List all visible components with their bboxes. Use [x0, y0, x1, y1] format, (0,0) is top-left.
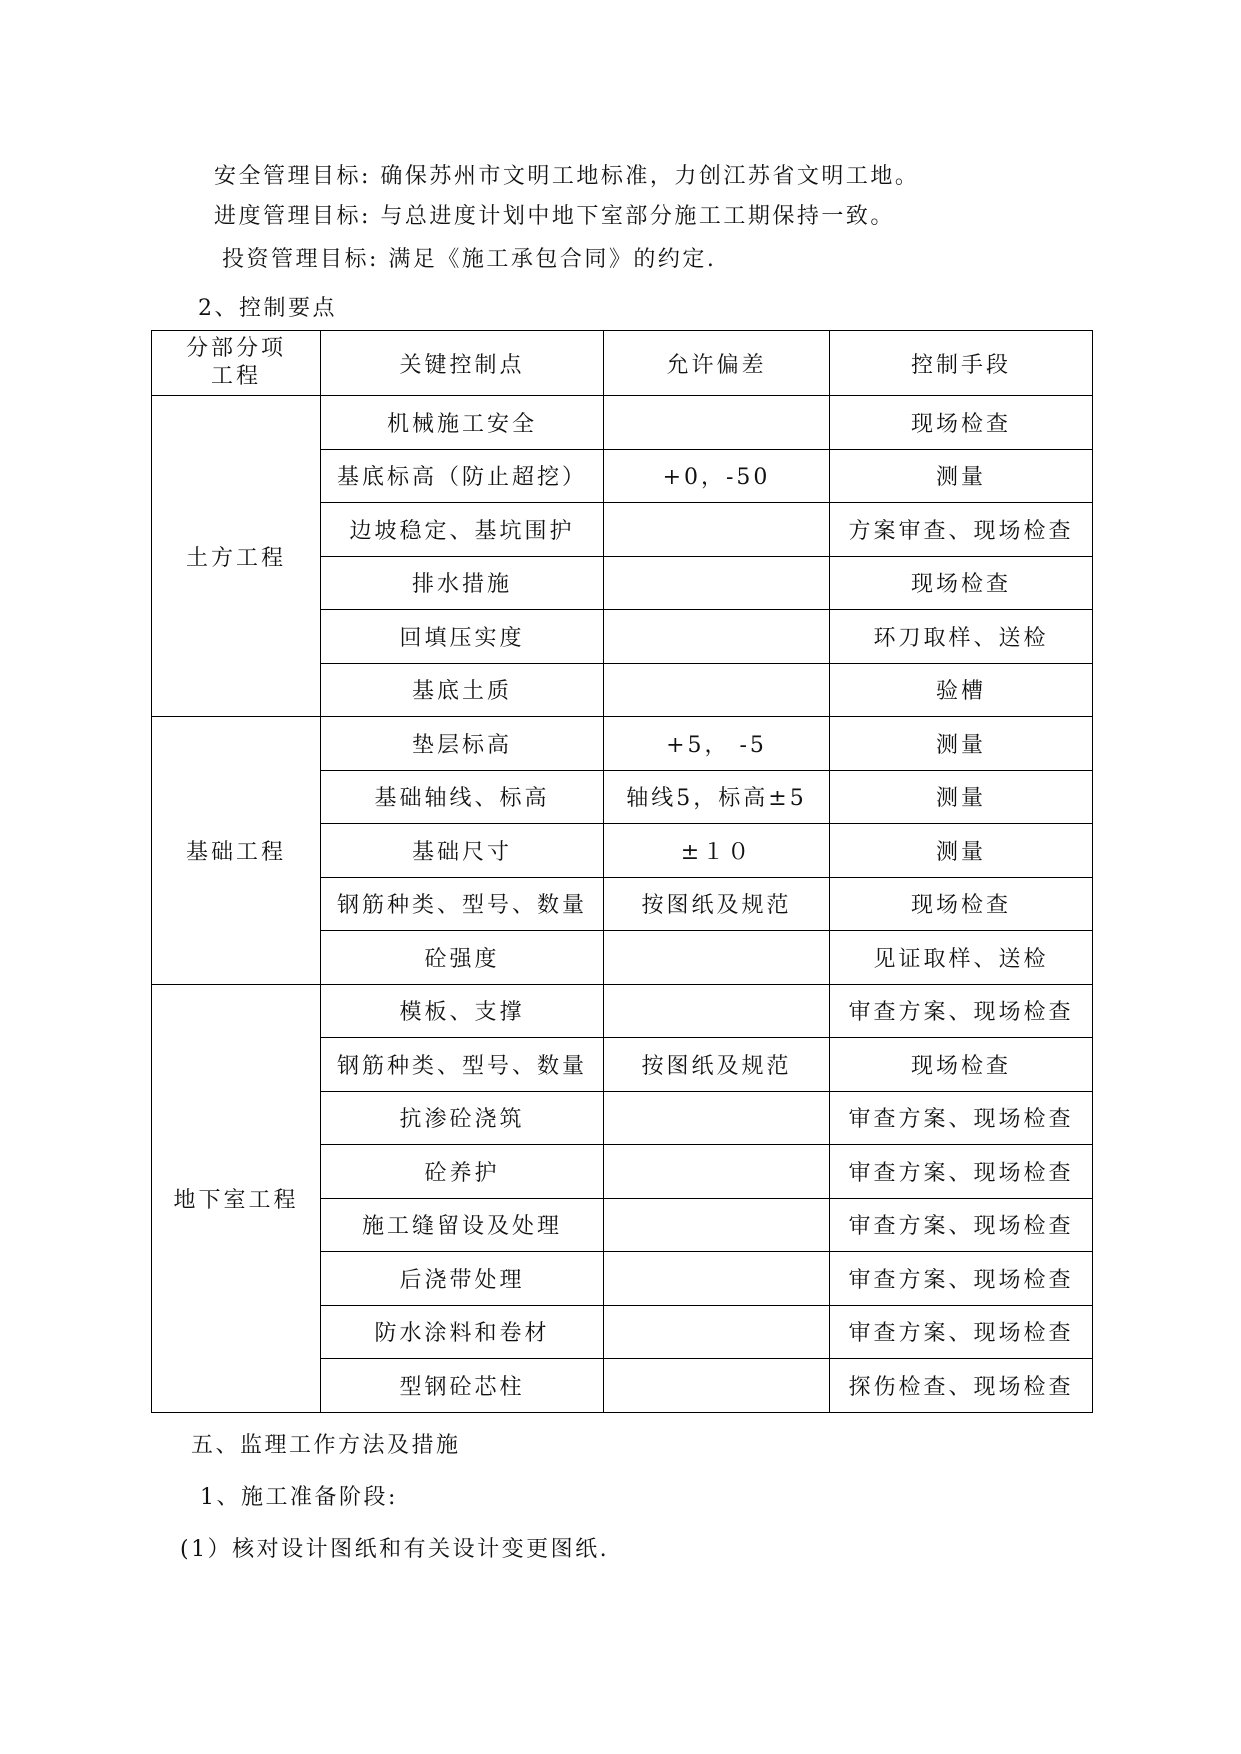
- tolerance-cell: [604, 1305, 830, 1359]
- stage-heading: 1、施工准备阶段:: [200, 1485, 398, 1510]
- method-cell: 审查方案、现场检查: [830, 1145, 1093, 1199]
- tolerance-cell: [604, 556, 830, 610]
- investment-goal-text: 投资管理目标: 满足《施工承包合同》的约定.: [222, 247, 717, 272]
- header-key-point: 关键控制点: [321, 331, 604, 396]
- method-cell: 环刀取样、送检: [830, 610, 1093, 664]
- key-point-cell: 砼强度: [321, 931, 604, 985]
- method-cell: 测量: [830, 824, 1093, 878]
- key-point-cell: 钢筋种类、型号、数量: [321, 1038, 604, 1092]
- tolerance-cell: 轴线5，标高±5: [604, 770, 830, 824]
- method-cell: 现场检查: [830, 877, 1093, 931]
- control-points-table: [151, 330, 1093, 1413]
- section-title: 2、控制要点: [198, 296, 337, 321]
- key-point-cell: 施工缝留设及处理: [321, 1198, 604, 1252]
- table-row: [152, 396, 1093, 450]
- tolerance-cell: [604, 396, 830, 450]
- tolerance-cell: [604, 610, 830, 664]
- method-cell: 审查方案、现场检查: [830, 1305, 1093, 1359]
- key-point-cell: 回填压实度: [321, 610, 604, 664]
- safety-goal-text: 安全管理目标: 确保苏州市文明工地标准，力创江苏省文明工地。: [214, 164, 920, 189]
- method-cell: 方案审查、现场检查: [830, 503, 1093, 557]
- tolerance-cell: [604, 1145, 830, 1199]
- key-point-cell: 机械施工安全: [321, 396, 604, 450]
- table-row: [152, 717, 1093, 771]
- tolerance-cell: ±１０: [604, 824, 830, 878]
- key-point-cell: 基底土质: [321, 663, 604, 717]
- tolerance-cell: [604, 1091, 830, 1145]
- key-point-cell: 边坡稳定、基坑围护: [321, 503, 604, 557]
- method-cell: 探伤检查、现场检查: [830, 1359, 1093, 1413]
- method-cell: 审查方案、现场检查: [830, 1091, 1093, 1145]
- tolerance-cell: +0，-50: [604, 449, 830, 503]
- key-point-cell: 模板、支撑: [321, 984, 604, 1038]
- method-cell: 见证取样、送检: [830, 931, 1093, 985]
- method-cell: 测量: [830, 717, 1093, 771]
- key-point-cell: 基础轴线、标高: [321, 770, 604, 824]
- key-point-cell: 型钢砼芯柱: [321, 1359, 604, 1413]
- method-cell: 测量: [830, 449, 1093, 503]
- method-cell: 审查方案、现场检查: [830, 1252, 1093, 1306]
- method-cell: 现场检查: [830, 396, 1093, 450]
- header-division: [152, 331, 321, 396]
- tolerance-cell: [604, 1359, 830, 1413]
- list-item: (1）核对设计图纸和有关设计变更图纸.: [180, 1537, 610, 1562]
- tolerance-cell: +5， -5: [604, 717, 830, 771]
- tolerance-cell: [604, 931, 830, 985]
- group-cell-earthwork: 土方工程: [152, 396, 321, 717]
- method-cell: 现场检查: [830, 556, 1093, 610]
- method-cell: 测量: [830, 770, 1093, 824]
- key-point-cell: 后浇带处理: [321, 1252, 604, 1306]
- table-header-row: [152, 331, 1093, 396]
- tolerance-cell: 按图纸及规范: [604, 1038, 830, 1092]
- tolerance-cell: 按图纸及规范: [604, 877, 830, 931]
- tolerance-cell: [604, 663, 830, 717]
- key-point-cell: 垫层标高: [321, 717, 604, 771]
- key-point-cell: 防水涂料和卷材: [321, 1305, 604, 1359]
- key-point-cell: 抗渗砼浇筑: [321, 1091, 604, 1145]
- key-point-cell: 基底标高（防止超挖）: [321, 449, 604, 503]
- header-division-line1: 分部分项: [185, 336, 286, 361]
- method-cell: 现场检查: [830, 1038, 1093, 1092]
- key-point-cell: 钢筋种类、型号、数量: [321, 877, 604, 931]
- tolerance-cell: [604, 1198, 830, 1252]
- header-division-line2: 工程: [210, 364, 261, 389]
- tolerance-cell: [604, 503, 830, 557]
- chapter-heading: 五、监理工作方法及措施: [191, 1433, 461, 1458]
- header-method: 控制手段: [830, 331, 1093, 396]
- key-point-cell: 砼养护: [321, 1145, 604, 1199]
- tolerance-cell: [604, 1252, 830, 1306]
- key-point-cell: 排水措施: [321, 556, 604, 610]
- group-cell-basement: 地下室工程: [152, 984, 321, 1412]
- key-point-cell: 基础尺寸: [321, 824, 604, 878]
- method-cell: 验槽: [830, 663, 1093, 717]
- tolerance-cell: [604, 984, 830, 1038]
- method-cell: 审查方案、现场检查: [830, 984, 1093, 1038]
- table-row: [152, 984, 1093, 1038]
- schedule-goal-text: 进度管理目标: 与总进度计划中地下室部分施工工期保持一致。: [214, 204, 895, 229]
- header-tolerance: 允许偏差: [604, 331, 830, 396]
- method-cell: 审查方案、现场检查: [830, 1198, 1093, 1252]
- group-cell-foundation: 基础工程: [152, 717, 321, 985]
